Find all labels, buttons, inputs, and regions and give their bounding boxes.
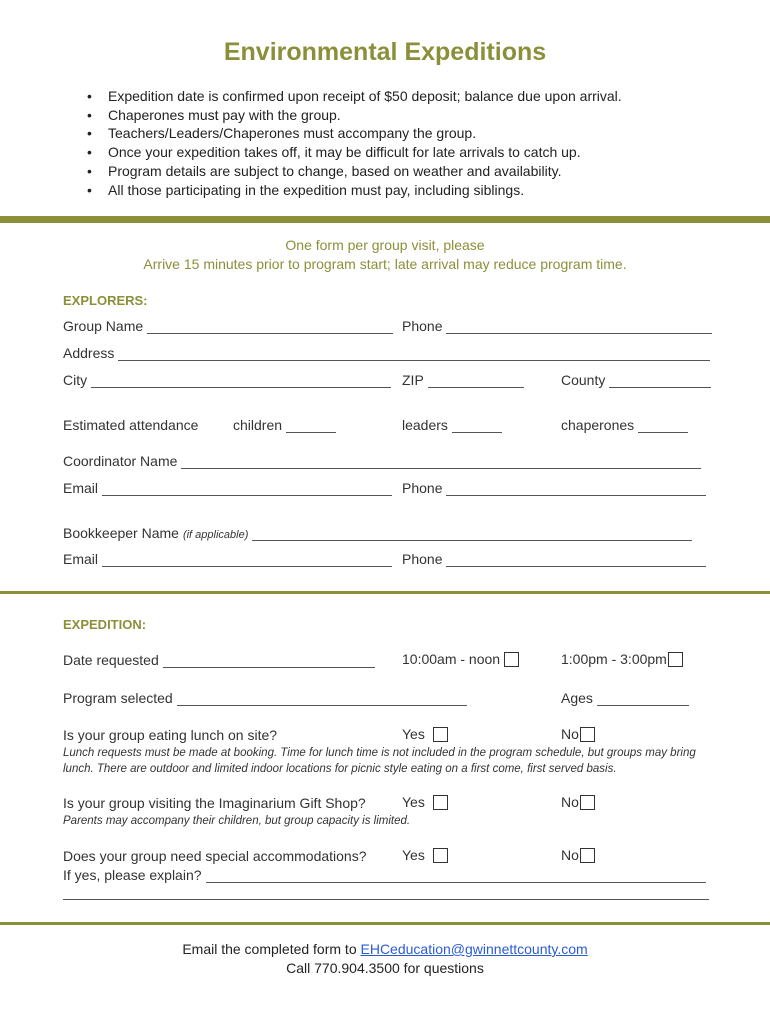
chaperones-input[interactable] bbox=[638, 420, 688, 433]
coordinator-phone-input[interactable] bbox=[446, 483, 706, 496]
coordinator-name-label: Coordinator Name bbox=[63, 453, 178, 469]
phone-input[interactable] bbox=[446, 321, 712, 334]
coordinator-phone-label: Phone bbox=[402, 480, 443, 496]
explorers-heading: EXPLORERS: bbox=[63, 293, 148, 308]
bookkeeper-email-field[interactable] bbox=[63, 551, 392, 567]
list-item: • Program details are subject to change, based on weather and availability. bbox=[108, 162, 622, 181]
accommodations-question: Does your group need special accommodations? bbox=[63, 848, 367, 864]
footer-email-prefix: Email the completed form to bbox=[182, 941, 361, 957]
coordinator-phone-field[interactable] bbox=[402, 480, 706, 496]
zip-label: ZIP bbox=[402, 372, 424, 388]
bookkeeper-phone-label: Phone bbox=[402, 551, 443, 567]
address-field[interactable] bbox=[63, 345, 710, 361]
children-input[interactable] bbox=[286, 420, 336, 433]
list-item: • Teachers/Leaders/Chaperones must accompany the group. bbox=[108, 124, 622, 143]
gift-shop-note: Parents may accompany their children, but group capacity is limited. bbox=[63, 815, 411, 827]
list-item: • Chaperones must pay with the group. bbox=[108, 106, 622, 125]
coordinator-name-field[interactable] bbox=[63, 453, 701, 469]
program-selected-field[interactable] bbox=[63, 690, 467, 706]
list-item: • Once your expedition takes off, it may be difficult for late arrivals to catch up. bbox=[108, 143, 622, 162]
explain-field[interactable] bbox=[63, 867, 706, 883]
accommodations-no-label: No bbox=[561, 847, 579, 863]
gift-shop-yes-label: Yes bbox=[402, 794, 425, 810]
zip-field[interactable] bbox=[402, 372, 524, 388]
explain-input[interactable] bbox=[206, 870, 706, 883]
city-field[interactable] bbox=[63, 372, 391, 388]
divider-bar bbox=[0, 216, 770, 223]
bookkeeper-phone-field[interactable] bbox=[402, 551, 706, 567]
accommodations-yes-label: Yes bbox=[402, 847, 425, 863]
page-title: Environmental Expeditions bbox=[223, 38, 547, 66]
divider-bar bbox=[0, 922, 770, 925]
leaders-label: leaders bbox=[402, 417, 448, 433]
gift-shop-no-checkbox[interactable] bbox=[580, 795, 595, 810]
city-input[interactable] bbox=[91, 375, 391, 388]
leaders-field[interactable] bbox=[402, 417, 502, 433]
notice-line-2: Arrive 15 minutes prior to program start; late arrival may reduce program time. bbox=[143, 256, 627, 272]
bookkeeper-email-label: Email bbox=[63, 551, 99, 567]
slot-afternoon-label: 1:00pm - 3:00pm bbox=[561, 651, 667, 667]
children-field[interactable] bbox=[233, 417, 336, 433]
date-requested-field[interactable] bbox=[63, 652, 375, 668]
lunch-no-checkbox[interactable] bbox=[580, 727, 595, 742]
bookkeeper-note: (if applicable) bbox=[182, 529, 249, 541]
rules-list bbox=[108, 87, 622, 199]
program-selected-label: Program selected bbox=[63, 690, 173, 706]
lunch-note: Lunch requests must be made at booking. Time for lunch time is not included in the program schedule, but groups may bring lunch. There are outdoor and limited indoor locations for picnic style eating on a first come, first served basis. bbox=[63, 747, 696, 775]
notice-line-1: One form per group visit, please bbox=[285, 237, 485, 253]
coordinator-name-input[interactable] bbox=[181, 456, 701, 469]
gift-shop-question: Is your group visiting the Imaginarium Gift Shop? bbox=[63, 795, 366, 811]
accommodations-yes-checkbox[interactable] bbox=[433, 848, 448, 863]
lunch-yes-checkbox[interactable] bbox=[433, 727, 448, 742]
expedition-heading: EXPEDITION: bbox=[63, 617, 147, 632]
lunch-yes-label: Yes bbox=[402, 726, 425, 742]
address-label: Address bbox=[63, 345, 115, 361]
group-name-field[interactable] bbox=[63, 318, 393, 334]
coordinator-email-field[interactable] bbox=[63, 480, 392, 496]
lunch-no-option[interactable] bbox=[561, 726, 595, 742]
bookkeeper-phone-input[interactable] bbox=[446, 554, 706, 567]
bookkeeper-name-field[interactable] bbox=[63, 525, 692, 541]
slot-afternoon-checkbox[interactable] bbox=[668, 652, 683, 667]
lunch-yes-option[interactable] bbox=[402, 726, 448, 742]
slot-morning-label: 10:00am - noon bbox=[402, 651, 501, 667]
children-label: children bbox=[233, 417, 283, 433]
county-field[interactable] bbox=[561, 372, 711, 388]
slot-afternoon-option[interactable] bbox=[561, 651, 683, 667]
lunch-no-label: No bbox=[561, 726, 579, 742]
county-label: County bbox=[561, 372, 606, 388]
chaperones-label: chaperones bbox=[561, 417, 635, 433]
coordinator-email-input[interactable] bbox=[102, 483, 392, 496]
date-requested-label: Date requested bbox=[63, 652, 159, 668]
bookkeeper-email-input[interactable] bbox=[102, 554, 392, 567]
phone-label: Phone bbox=[402, 318, 443, 334]
address-input[interactable] bbox=[118, 348, 710, 361]
leaders-input[interactable] bbox=[452, 420, 502, 433]
bookkeeper-name-label: Bookkeeper Name bbox=[63, 525, 179, 541]
email-link[interactable]: EHCeducation@gwinnettcounty.com bbox=[360, 941, 588, 957]
accommodations-no-checkbox[interactable] bbox=[580, 848, 595, 863]
list-item: • Expedition date is confirmed upon receipt of $50 deposit; balance due upon arrival. bbox=[108, 87, 622, 106]
explain-input-line-2[interactable] bbox=[63, 899, 709, 900]
lunch-question: Is your group eating lunch on site? bbox=[63, 727, 278, 743]
gift-shop-yes-option[interactable] bbox=[402, 794, 448, 810]
footer-email-line bbox=[0, 941, 770, 957]
chaperones-field[interactable] bbox=[561, 417, 688, 433]
accommodations-no-option[interactable] bbox=[561, 847, 595, 863]
ages-field[interactable] bbox=[561, 690, 689, 706]
program-selected-input[interactable] bbox=[177, 693, 467, 706]
ages-label: Ages bbox=[561, 690, 593, 706]
group-name-label: Group Name bbox=[63, 318, 144, 334]
ages-input[interactable] bbox=[597, 693, 689, 706]
group-name-input[interactable] bbox=[147, 321, 393, 334]
county-input[interactable] bbox=[609, 375, 711, 388]
date-requested-input[interactable] bbox=[163, 655, 375, 668]
footer-call-line: Call 770.904.3500 for questions bbox=[286, 960, 484, 976]
divider-bar bbox=[0, 591, 770, 594]
gift-shop-no-option[interactable] bbox=[561, 794, 595, 810]
gift-shop-no-label: No bbox=[561, 794, 579, 810]
gift-shop-yes-checkbox[interactable] bbox=[433, 795, 448, 810]
zip-input[interactable] bbox=[428, 375, 524, 388]
city-label: City bbox=[63, 372, 88, 388]
bookkeeper-name-input[interactable] bbox=[252, 528, 692, 541]
estimated-attendance-label: Estimated attendance bbox=[63, 417, 199, 433]
slot-morning-option[interactable] bbox=[402, 651, 519, 667]
coordinator-email-label: Email bbox=[63, 480, 99, 496]
slot-morning-checkbox[interactable] bbox=[504, 652, 519, 667]
list-item: • All those participating in the expedition must pay, including siblings. bbox=[108, 181, 622, 200]
accommodations-yes-option[interactable] bbox=[402, 847, 448, 863]
explain-label: If yes, please explain? bbox=[63, 867, 202, 883]
phone-field[interactable] bbox=[402, 318, 712, 334]
